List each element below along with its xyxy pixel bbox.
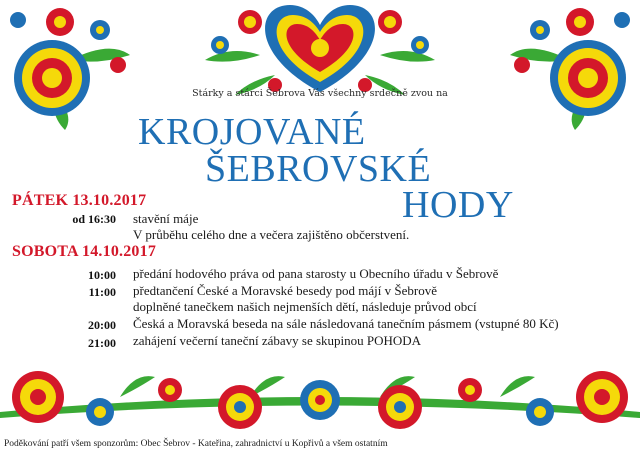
event-text: Česká a Moravská beseda na sále následovaná tanečním pásmem (vstupné 80 Kč) (133, 316, 559, 331)
event-text: zahájení večerní taneční zábavy se skupinou POHODA (133, 333, 422, 348)
event-text: doplněné tanečkem našich nejmenších dětí, následuje průvod obcí (133, 299, 477, 314)
top-right-flower-ornament (500, 0, 640, 130)
event-time: od 16:30 (72, 212, 116, 226)
saturday-date: 14.10.2017 (82, 243, 157, 260)
friday-day: PÁTEK (12, 192, 69, 209)
event-text: předtančení České a Moravské besedy pod májí v Šebrově (133, 283, 437, 298)
friday-heading (12, 192, 146, 210)
top-heart-ornament (190, 0, 450, 95)
title-line-3: HODY (402, 184, 514, 226)
event-text: V průběhu celého dne a večera zajištěno občerstvení. (133, 227, 410, 242)
event-time: 21:00 (88, 336, 116, 350)
event-time: 10:00 (88, 268, 116, 282)
title-line-2: ŠEBROVSKÉ (205, 148, 432, 190)
saturday-heading (12, 243, 156, 261)
title-line-1: KROJOVANÉ (138, 111, 366, 153)
sponsors-footer: Poděkování patří všem sponzorům: Obec Šebrov - Kateřina, zahradnictví u Kopřivů a všem ostatním (4, 439, 388, 449)
event-text: stavění máje (133, 211, 199, 226)
invitation-line: Stárky a stárci Šebrova Vás všechny srdečně zvou na (192, 88, 448, 99)
friday-date: 13.10.2017 (72, 192, 147, 209)
event-text: předání hodového práva od pana starosty u Obecního úřadu v Šebrově (133, 266, 499, 281)
event-time: 11:00 (88, 285, 116, 299)
top-left-flower-ornament (0, 0, 140, 130)
saturday-day: SOBOTA (12, 243, 78, 260)
event-time: 20:00 (88, 318, 116, 332)
bottom-flower-border (0, 352, 640, 437)
